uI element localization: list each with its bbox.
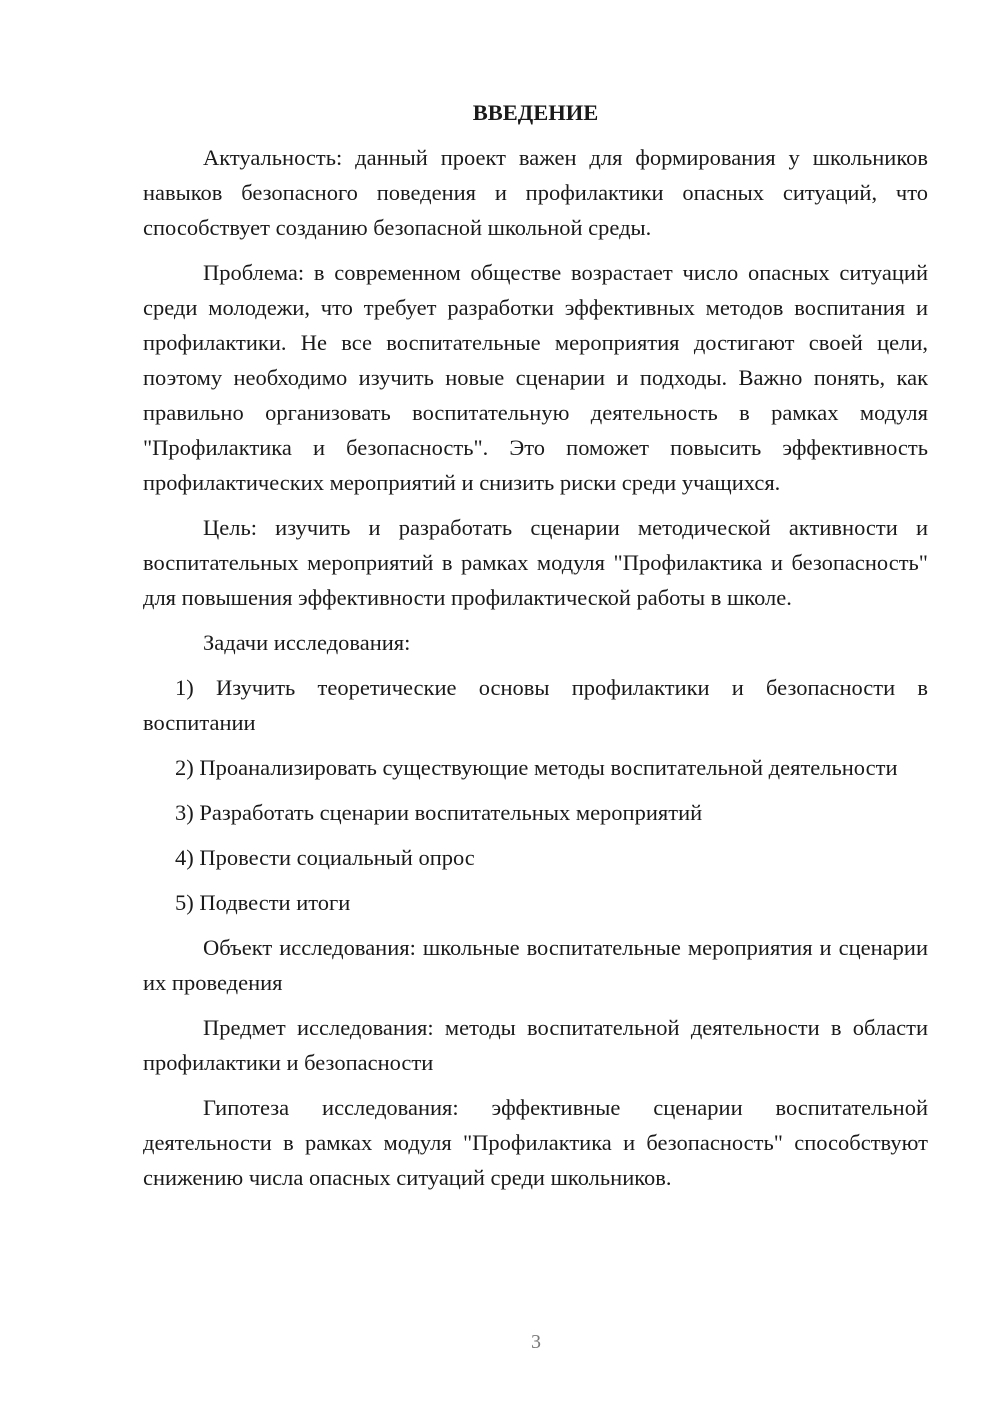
list-item: 4) Провести социальный опрос — [175, 845, 475, 870]
paragraph-problem: Проблема: в современном обществе возрастает число опасных ситуаций среди молодежи, что требует разработки эффективных методов воспитания и профилактики. Не все воспитательные мероприятия достигают своей цели, поэтому необходимо изучить новые сценарии и подходы. Важно понять, как правильно организовать воспитательную деятельность в рамках модуля "Профилактика и безопасность". Это поможет повысить эффективность профилактических мероприятий и снизить риски среди учащихся. — [143, 260, 928, 495]
list-item: 1) Изучить теоретические основы профилактики и безопасности в воспитании — [143, 675, 928, 735]
paragraph-subject: Предмет исследования: методы воспитательной деятельности в области профилактики и безопасности — [143, 1015, 928, 1075]
paragraph-relevance: Актуальность: данный проект важен для формирования у школьников навыков безопасного поведения и профилактики опасных ситуаций, что способствует созданию безопасной школьной среды. — [143, 145, 928, 240]
tasks-list — [143, 670, 928, 920]
paragraph-goal: Цель: изучить и разработать сценарии методической активности и воспитательных мероприятий в рамках модуля "Профилактика и безопасность" для повышения эффективности профилактической работы в школе. — [143, 515, 928, 610]
paragraph-hypothesis: Гипотеза исследования: эффективные сценарии воспитательной деятельности в рамках модуля "Профилактика и безопасность" способствуют снижению числа опасных ситуаций среди школьников. — [143, 1095, 928, 1190]
tasks-heading: Задачи исследования: — [203, 630, 411, 655]
list-item: 3) Разработать сценарии воспитательных мероприятий — [175, 800, 703, 825]
list-item: 2) Проанализировать существующие методы воспитательной деятельности — [175, 755, 898, 780]
document-page — [143, 95, 928, 1205]
page-title: ВВЕДЕНИЕ — [472, 100, 599, 125]
list-item: 5) Подвести итоги — [175, 890, 351, 915]
paragraph-object: Объект исследования: школьные воспитательные мероприятия и сценарии их проведения — [143, 935, 928, 995]
page-number: 3 — [531, 1331, 541, 1353]
